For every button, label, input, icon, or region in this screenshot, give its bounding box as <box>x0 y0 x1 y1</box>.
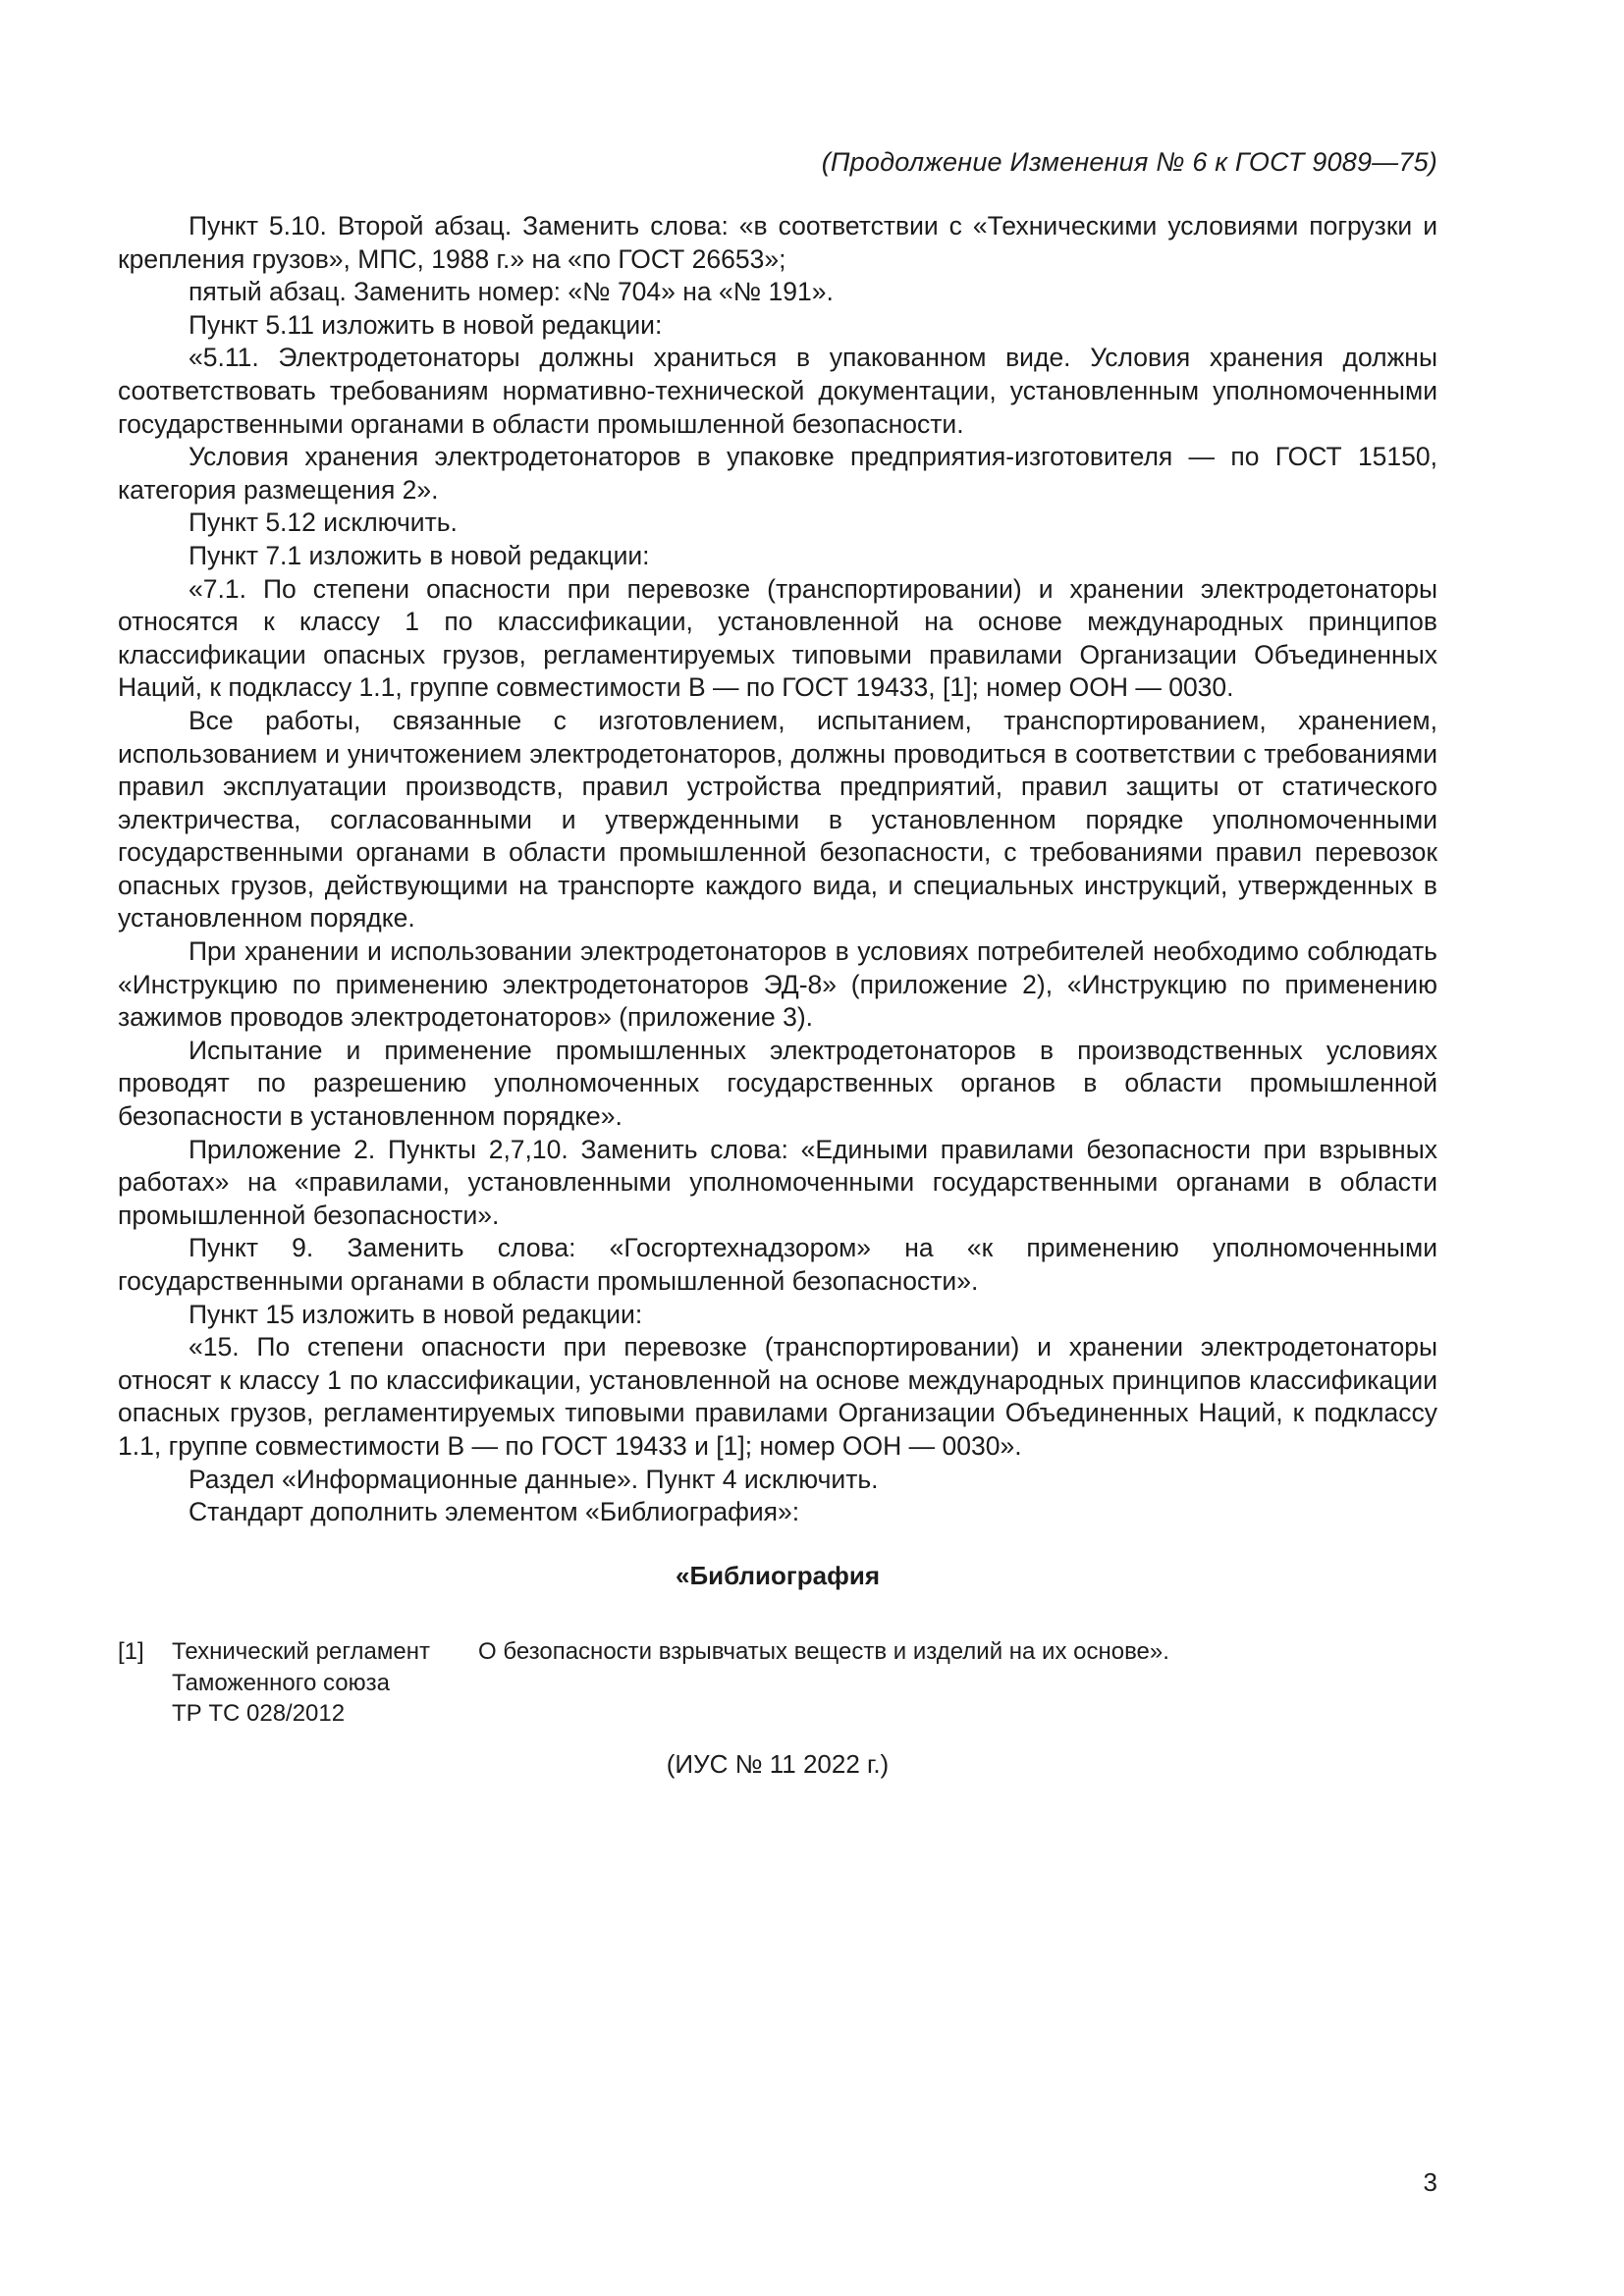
amendment-body <box>118 210 1437 1529</box>
paragraph: «15. По степени опасности при перевозке (транспортировании) и хранении электродетонаторы относят к классу 1 по классификации, установленной на основе международных принципов классификации опасных грузов, регламентируемых типовыми правилами Организации Объединенных Наций, к подклассу 1.1, группе совместимости В — по ГОСТ 19433 и [1]; номер ООН — 0030». <box>118 1332 1437 1461</box>
paragraph: Испытание и применение промышленных электродетонаторов в производственных условиях проводят по разрешению уполномоченных государственных органов в области промышленной безопасности в установленном порядке». <box>118 1035 1437 1132</box>
bibliography-entry-number: [1] <box>118 1638 144 1665</box>
bibliography-title: «Библиография <box>676 1561 880 1590</box>
bibliography-source-line: ТР ТС 028/2012 <box>172 1700 346 1727</box>
paragraph: Приложение 2. Пункты 2,7,10. Заменить слова: «Едиными правилами безопасности при взрывных работах» на «правилами, установленными уполномоченными государственными органами в области промышленной безопасности». <box>118 1134 1437 1230</box>
paragraph: Условия хранения электродетонаторов в упаковке предприятия-изготовителя — по ГОСТ 15150, категория размещения 2». <box>118 442 1437 505</box>
bibliography-source-line: Таможенного союза <box>172 1669 390 1696</box>
paragraph: Пункт 5.10. Второй абзац. Заменить слова: «в соответствии с «Техническими условиями погрузки и крепления грузов», МПС, 1988 г.» на «по ГОСТ 26653»; <box>118 211 1437 274</box>
paragraph: Стандарт дополнить элементом «Библиография»: <box>189 1497 800 1527</box>
paragraph: Пункт 5.11 изложить в новой редакции: <box>189 309 663 340</box>
bibliography-entry-source <box>172 1636 457 1730</box>
page-number: 3 <box>1423 2167 1437 2197</box>
paragraph: Раздел «Информационные данные». Пункт 4 исключить. <box>189 1464 879 1494</box>
paragraph: Пункт 15 изложить в новой редакции: <box>189 1299 643 1329</box>
continuation-header: (Продолжение Изменения № 6 к ГОСТ 9089—75) <box>821 147 1437 177</box>
bibliography-source-line: Технический регламент <box>172 1638 430 1665</box>
paragraph: Все работы, связанные с изготовлением, испытанием, транспортированием, хранением, использованием и уничтожением электродетонаторов, должны проводиться в соответствии с требованиями правил эксплуатации производств, правил устройства предприятий, правил защиты от статического электричества, согласованными и утвержденными в установленном порядке уполномоченными государственными органами в области промышленной безопасности, с требованиями правил перевозок опасных грузов, действующими на транспорте каждого вида, и специальных инструкций, утвержденных в установленном порядке. <box>118 705 1437 934</box>
paragraph: «7.1. По степени опасности при перевозке (транспортировании) и хранении электродетонаторы относятся к классу 1 по классификации, установленной на основе международных принципов классификации опасных грузов, регламентируемых типовыми правилами Организации Объединенных Наций, к подклассу 1.1, группе совместимости В — по ГОСТ 19433, [1]; номер ООН — 0030. <box>118 573 1437 703</box>
bibliography-entry-description: О безопасности взрывчатых веществ и изделий на их основе». <box>478 1638 1169 1665</box>
paragraph: пятый абзац. Заменить номер: «№ 704» на «№ 191». <box>189 277 834 307</box>
paragraph: При хранении и использовании электродетонаторов в условиях потребителей необходимо соблюдать «Инструкцию по применению электродетонаторов ЭД-8» (приложение 2), «Инструкцию по применению зажимов проводов электродетонаторов» (приложение 3). <box>118 936 1437 1033</box>
paragraph: Пункт 9. Заменить слова: «Госгортехнадзором» на «к применению уполномоченными государственными органами в области промышленной безопасности». <box>118 1233 1437 1296</box>
paragraph: Пункт 5.12 исключить. <box>189 507 458 538</box>
paragraph: «5.11. Электродетонаторы должны храниться в упакованном виде. Условия хранения должны соответствовать требованиям нормативно-технической документации, установленным уполномоченными государственными органами в области промышленной безопасности. <box>118 343 1437 439</box>
ius-reference: (ИУС № 11 2022 г.) <box>666 1749 890 1779</box>
paragraph: Пункт 7.1 изложить в новой редакции: <box>189 540 650 570</box>
